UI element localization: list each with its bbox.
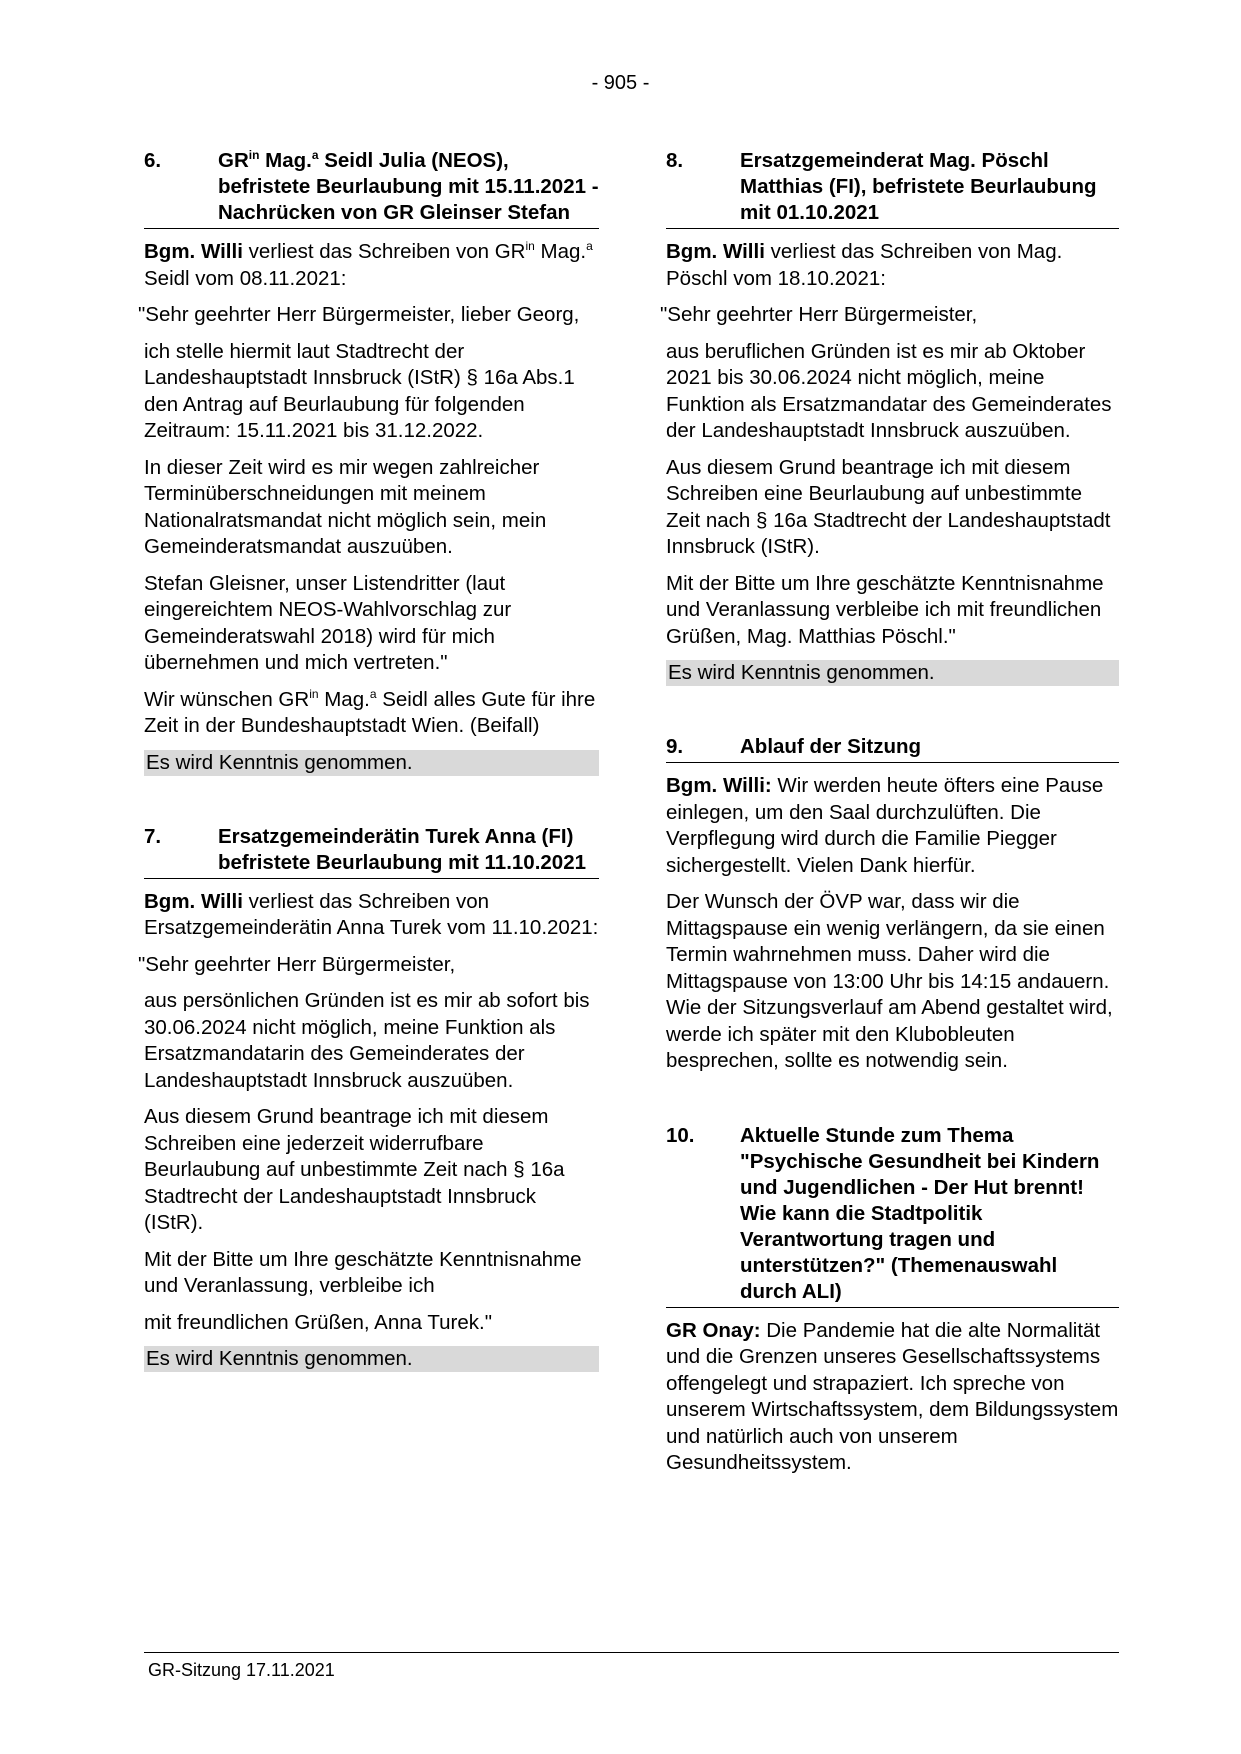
section-9 [666,734,1119,1075]
paragraph: Bgm. Willi: Wir werden heute öfters eine Pause einlegen, um den Saal durchzulüften. Die Verpflegung wird durch die Familie Piegger sichergestellt. Vielen Dank hierfür. [666,774,1104,877]
section-heading [666,148,1119,229]
paragraph: aus persönlichen Gründen ist es mir ab sofort bis 30.06.2024 nicht möglich, meine Funktion als Ersatzmandatarin des Gemeinderates der Landeshauptstadt Innsbruck auszuüben. [144,989,590,1092]
section-heading [666,1123,1119,1308]
section-title: Ersatzgemeinderat Mag. Pöschl Matthias (FI), befristete Beurlaubung mit 01.10.2021 [740,149,1097,224]
section-7 [138,824,599,1373]
note-box: Es wird Kenntnis genommen. [666,660,1119,686]
section-number: 8. [666,149,684,172]
section-6 [138,148,599,776]
paragraph: Bgm. Willi verliest das Schreiben von $GR^{in}$ Mag.$^a$ Seidl vom 08.11.2021: [144,239,593,290]
paragraph: ich stelle hiermit laut Stadtrecht der Landeshauptstadt Innsbruck (IStR) § 16a Abs.1 den Antrag auf Beurlaubung für folgenden Zeitraum: 15.11.2021 bis 31.12.2022. [144,339,575,442]
paragraph: GR Onay: Die Pandemie hat die alte Normalität und die Grenzen unseres Gesellschaftssystems offengelegt und strapaziert. Ich spreche von unserem Wirtschaftssystem, dem Bildungssystem und natürlich auch von unserem Gesundheitssystem. [666,1318,1119,1474]
section-number: 7. [144,824,162,848]
note-box: Es wird Kenntnis genommen. [144,1346,599,1372]
right-column [660,148,1119,1487]
paragraph: mit freundlichen Grüßen, Anna Turek." [144,1310,492,1334]
section-title: Aktuelle Stunde zum Thema "Psychische Gesundheit bei Kindern und Jugendlichen - Der Hut brennt! Wie kann die Stadtpolitik Verantwortung tragen und unterstützen?" (Themenauswahl durch ALI) [740,1123,1100,1303]
paragraph: Aus diesem Grund beantrage ich mit diesem Schreiben eine jederzeit widerrufbare Beurlaubung auf unbestimmte Zeit nach § 16a Stadtrecht der Landeshauptstadt Innsbruck (IStR). [144,1105,565,1234]
section-number: 9. [666,735,684,758]
section-10 [666,1123,1119,1477]
section-title: Ablauf der Sitzung [740,735,922,758]
paragraph: "Sehr geehrter Herr Bürgermeister, [660,303,978,326]
paragraph: Mit der Bitte um Ihre geschätzte Kenntnisnahme und Veranlassung, verbleibe ich [144,1247,582,1297]
paragraph: Stefan Gleisner, unser Listendritter (laut eingereichtem NEOS-Wahlvorschlag zur Gemeinderatswahl 2018) wird für mich übernehmen und mich vertreten." [144,571,512,674]
paragraph: Bgm. Willi verliest das Schreiben von Mag. Pöschl vom 18.10.2021: [666,240,1063,290]
paragraph: Der Wunsch der ÖVP war, dass wir die Mittagspause ein wenig verlängern, da sie einen Termin wahrnehmen muss. Daher wird die Mittagspause von 13:00 Uhr bis 14:15 andauern. Wie der Sitzungsverlauf am Abend gestaltet wird, werde ich später mit den Klubobleuten besprechen, sollte es notwendig sein. [666,890,1113,1072]
paragraph: aus beruflichen Gründen ist es mir ab Oktober 2021 bis 30.06.2024 nicht möglich, meine Funktion als Ersatzmandatar des Gemeinderates der Landeshauptstadt Innsbruck auszuüben. [666,339,1112,442]
footer-divider [144,1652,1119,1653]
section-number: 10. [666,1123,695,1147]
section-heading [144,824,599,879]
section-heading [666,734,1119,763]
paragraph: "Sehr geehrter Herr Bürgermeister, lieber Georg, [138,303,580,326]
left-column [138,148,599,1372]
section-title: Ersatzgemeinderätin Turek Anna (FI) befristete Beurlaubung mit 11.10.2021 [218,824,586,874]
section-title: $GR^{in}$ Mag.$^a$ Seidl Julia (NEOS), befristete Beurlaubung mit 15.11.2021 - Nachrücken von GR Gleinser Stefan [218,148,599,224]
footer-text: GR-Sitzung 17.11.2021 [148,1660,335,1680]
paragraph: Wir wünschen $GR^{in}$ Mag.$^a$ Seidl alles Gute für ihre Zeit in der Bundeshauptstadt Wien. (Beifall) [144,686,596,737]
section-number: 6. [144,149,162,172]
section-8 [660,148,1119,686]
paragraph: Bgm. Willi verliest das Schreiben von Ersatzgemeinderätin Anna Turek vom 11.10.2021: [144,889,599,939]
paragraph: Aus diesem Grund beantrage ich mit diesem Schreiben eine Beurlaubung auf unbestimmte Zeit nach § 16a Stadtrecht der Landeshauptstadt Innsbruck (IStR). [666,455,1111,558]
section-heading [144,148,599,229]
paragraph: Mit der Bitte um Ihre geschätzte Kenntnisnahme und Veranlassung verbleibe ich mit freundlichen Grüßen, Mag. Matthias Pöschl." [666,571,1104,648]
paragraph: In dieser Zeit wird es mir wegen zahlreicher Terminüberschneidungen mit meinem Nationalratsmandat nicht möglich sein, mein Gemeinderatsmandat auszuüben. [144,455,547,558]
paragraph: "Sehr geehrter Herr Bürgermeister, [138,952,456,976]
page-number: - 905 - [591,72,650,94]
note-box: Es wird Kenntnis genommen. [144,750,599,776]
